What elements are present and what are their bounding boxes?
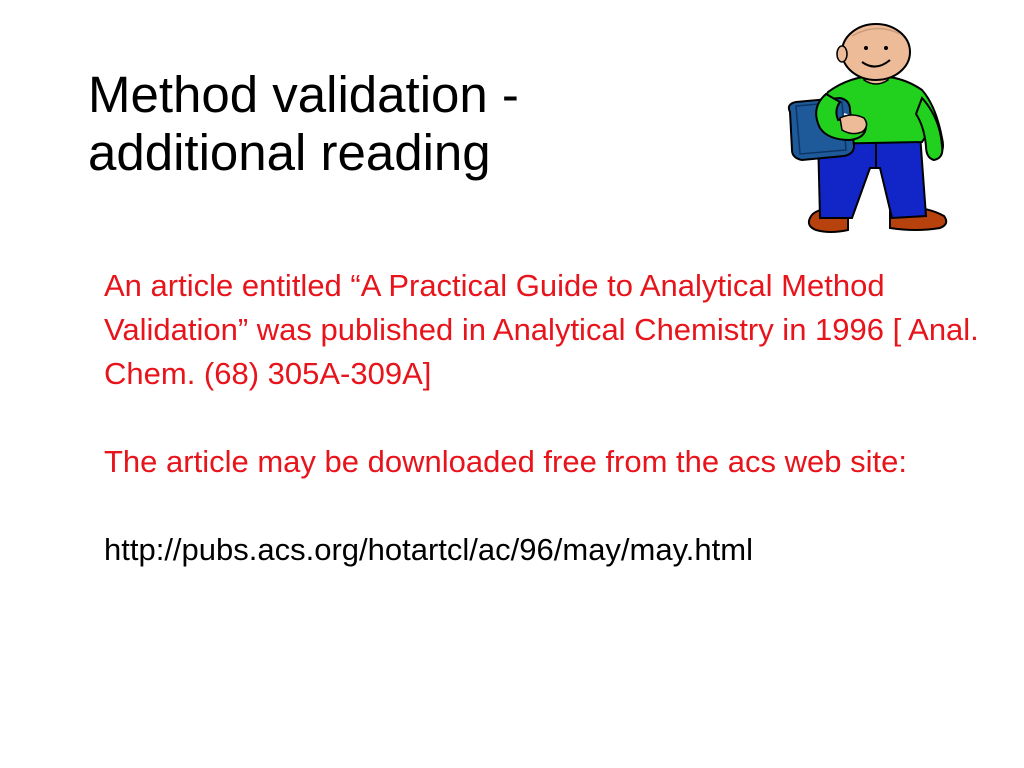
hand bbox=[840, 115, 867, 134]
title-line-1: Method validation - bbox=[88, 66, 519, 123]
reading-man-with-book-icon bbox=[780, 18, 956, 240]
title-line-2: additional reading bbox=[88, 124, 491, 181]
head bbox=[842, 24, 910, 80]
slide-body bbox=[104, 264, 1004, 572]
slide-title bbox=[88, 66, 728, 182]
article-url-link[interactable]: http://pubs.acs.org/hotartcl/ac/96/may/may.html bbox=[104, 532, 753, 567]
download-note: The article may be downloaded free from the acs web site: bbox=[104, 444, 907, 479]
article-description: An article entitled “A Practical Guide to Analytical Method Validation” was published in Analytical Chemistry in 1996 [ Anal. Chem. (68) 305A-309A] bbox=[104, 268, 979, 391]
